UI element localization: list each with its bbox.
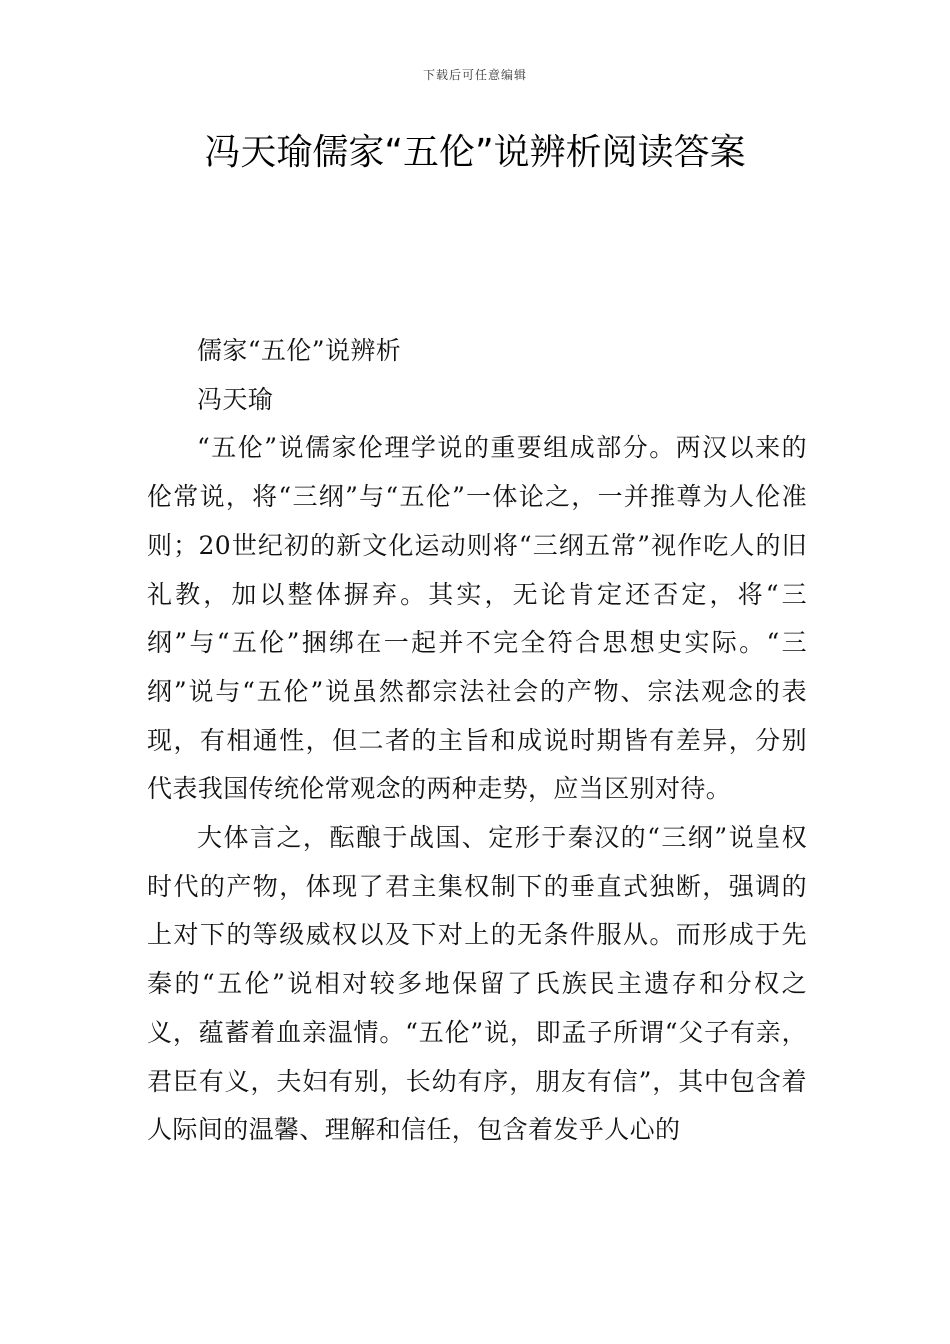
document-body [147, 327, 807, 1155]
paragraph-2: 大体言之，酝酿于战国、定形于秦汉的“三纲”说皇权时代的产物，体现了君主集权制下的垂直式独断，强调的上对下的等级威权以及下对上的无条件服从。而形成于先秦的“五伦”说相对较多地保留了氏族民主遗存和分权之义，蕴蓄着血亲温情。“五伦”说，即孟子所谓“父子有亲，君臣有义，夫妇有别，长幼有序，朋友有信”，其中包含着人际间的温馨、理解和信任，包含着发乎人心的 [147, 823, 807, 1145]
document-title: 冯天瑜儒家“五伦”说辨析阅读答案 [204, 132, 746, 173]
header-note: 下载后可任意编辑 [422, 68, 527, 82]
paragraph-1: “五伦”说儒家伦理学说的重要组成部分。两汉以来的伦常说，将“三纲”与“五伦”一体论之，一并推尊为人伦准则；20世纪初的新文化运动则将“三纲五常”视作吃人的旧礼教，加以整体摒弃。其实，无论肯定还否定，将“三纲”与“五伦”捆绑在一起并不完全符合思想史实际。“三纲”说与“五伦”说虽然都宗法社会的产物、宗法观念的表现，有相通性，但二者的主旨和成说时期皆有差异，分别代表我国传统伦常观念的两种走势，应当区别对待。 [147, 433, 807, 804]
article-author: 冯天瑜 [197, 384, 274, 414]
article-title: 儒家“五伦”说辨析 [197, 336, 402, 365]
